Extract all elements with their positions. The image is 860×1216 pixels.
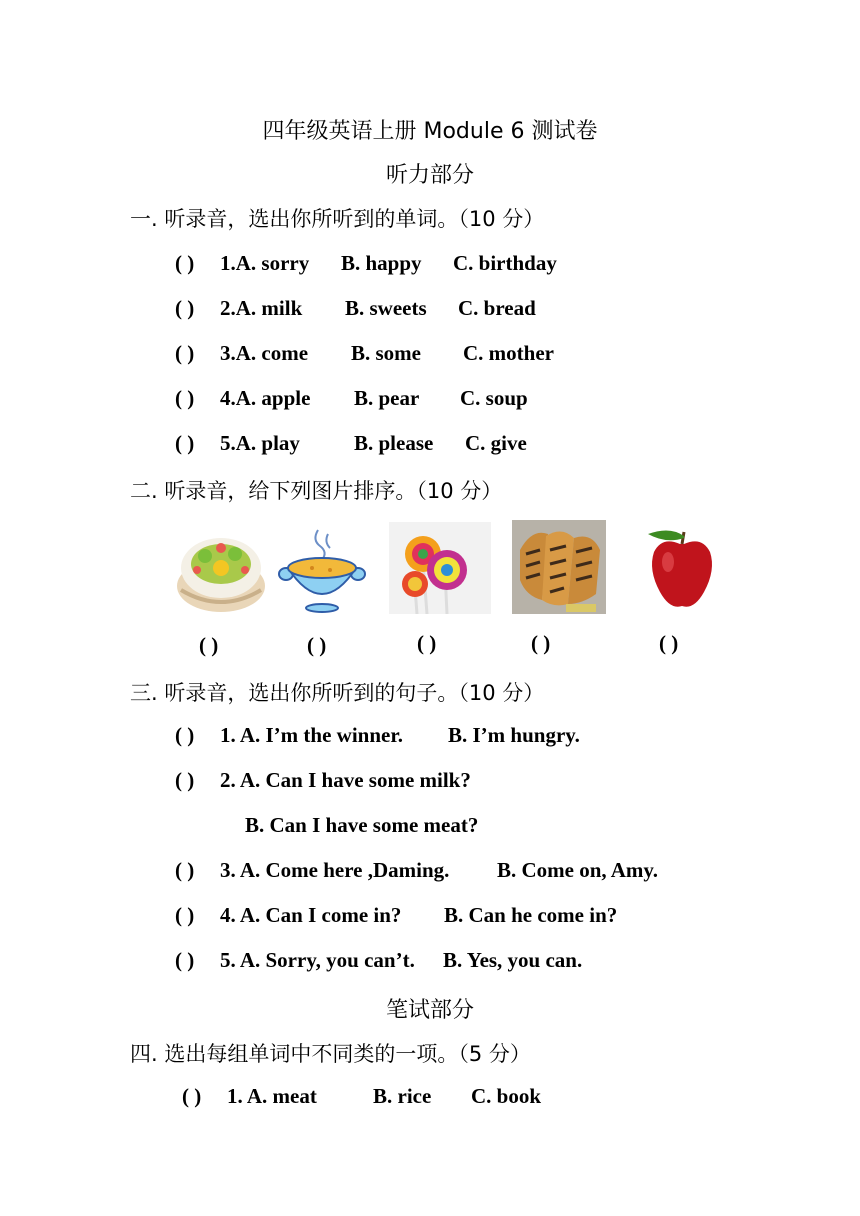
option-b: B. happy [341,251,422,275]
option-b: B. Yes, you can. [443,948,583,972]
answer-blank[interactable]: ( ) [175,431,195,455]
answer-blank[interactable]: ( ) [175,723,195,747]
picture-order-blank[interactable]: ( ) [659,631,679,655]
list-item [0,768,860,796]
option-c: C. give [465,431,527,455]
section4-heading: 四. 选出每组单词中不同类的一项。（5 分） [130,1042,531,1066]
option-a: 2.A. milk [220,296,303,320]
list-item [0,431,860,459]
section2-heading: 二. 听录音，给下列图片排序。（10 分） [130,479,503,503]
list-item [0,1084,860,1112]
apple-icon [640,526,726,616]
option-b: B. Can he come in? [444,903,618,927]
answer-blank[interactable]: ( ) [182,1084,202,1108]
option-c: C. bread [458,296,536,320]
picture-order-blank[interactable]: ( ) [199,633,219,657]
list-item [0,858,860,886]
bread-icon [512,520,606,614]
picture-order-blank[interactable]: ( ) [307,633,327,657]
option-b: B. I’m hungry. [448,723,580,747]
list-item [0,723,860,751]
list-item [0,251,860,279]
option-a: 4. A. Can I come in? [220,903,402,927]
answer-blank[interactable]: ( ) [175,251,195,275]
option-c: C. soup [460,386,528,410]
answer-blank[interactable]: ( ) [175,858,195,882]
answer-blank[interactable]: ( ) [175,948,195,972]
listening-header: 听力部分 [385,163,474,188]
option-c: C. birthday [453,251,557,275]
option-a: 3. A. Come here ,Daming. [220,858,450,882]
option-a: 5.A. play [220,431,300,455]
list-item [0,903,860,931]
option-a: 4.A. apple [220,386,311,410]
answer-blank[interactable]: ( ) [175,768,195,792]
soup-bowl-icon [278,528,366,614]
picture-order-blank[interactable]: ( ) [531,631,551,655]
answer-blank[interactable]: ( ) [175,903,195,927]
list-item [0,386,860,414]
section1-heading: 一. 听录音，选出你所听到的单词。（10 分） [130,207,545,231]
option-a: 5. A. Sorry, you can’t. [220,948,415,972]
section3-heading: 三. 听录音，选出你所听到的句子。（10 分） [130,681,545,705]
option-b: B. pear [354,386,420,410]
cake-icon [175,524,267,616]
list-item [0,341,860,369]
answer-blank[interactable]: ( ) [175,386,195,410]
option-a: 1. A. I’m the winner. [220,723,403,747]
option-b: B. rice [373,1084,432,1108]
lollipop-icon [389,522,491,614]
option-c: C. mother [463,341,554,365]
answer-blank[interactable]: ( ) [175,341,195,365]
list-item [0,296,860,324]
answer-blank[interactable]: ( ) [175,296,195,320]
option-a: 1.A. sorry [220,251,310,275]
written-header: 笔试部分 [385,998,474,1023]
option-a: 1. A. meat [227,1084,317,1108]
title-text: 四年级英语上册 Module 6 测试卷 [262,119,598,144]
picture-order-blank[interactable]: ( ) [417,631,437,655]
option-a: 2. A. Can I have some milk? [220,768,471,792]
page-title [0,114,860,145]
option-c: C. book [471,1084,542,1108]
option-b: B. Come on, Amy. [497,858,659,882]
option-a: 3.A. come [220,341,309,365]
option-b: B. please [354,431,434,455]
list-item [0,813,860,841]
option-b: B. sweets [345,296,427,320]
list-item [0,948,860,976]
option-b: B. some [351,341,421,365]
option-b: B. Can I have some meat? [245,813,479,837]
